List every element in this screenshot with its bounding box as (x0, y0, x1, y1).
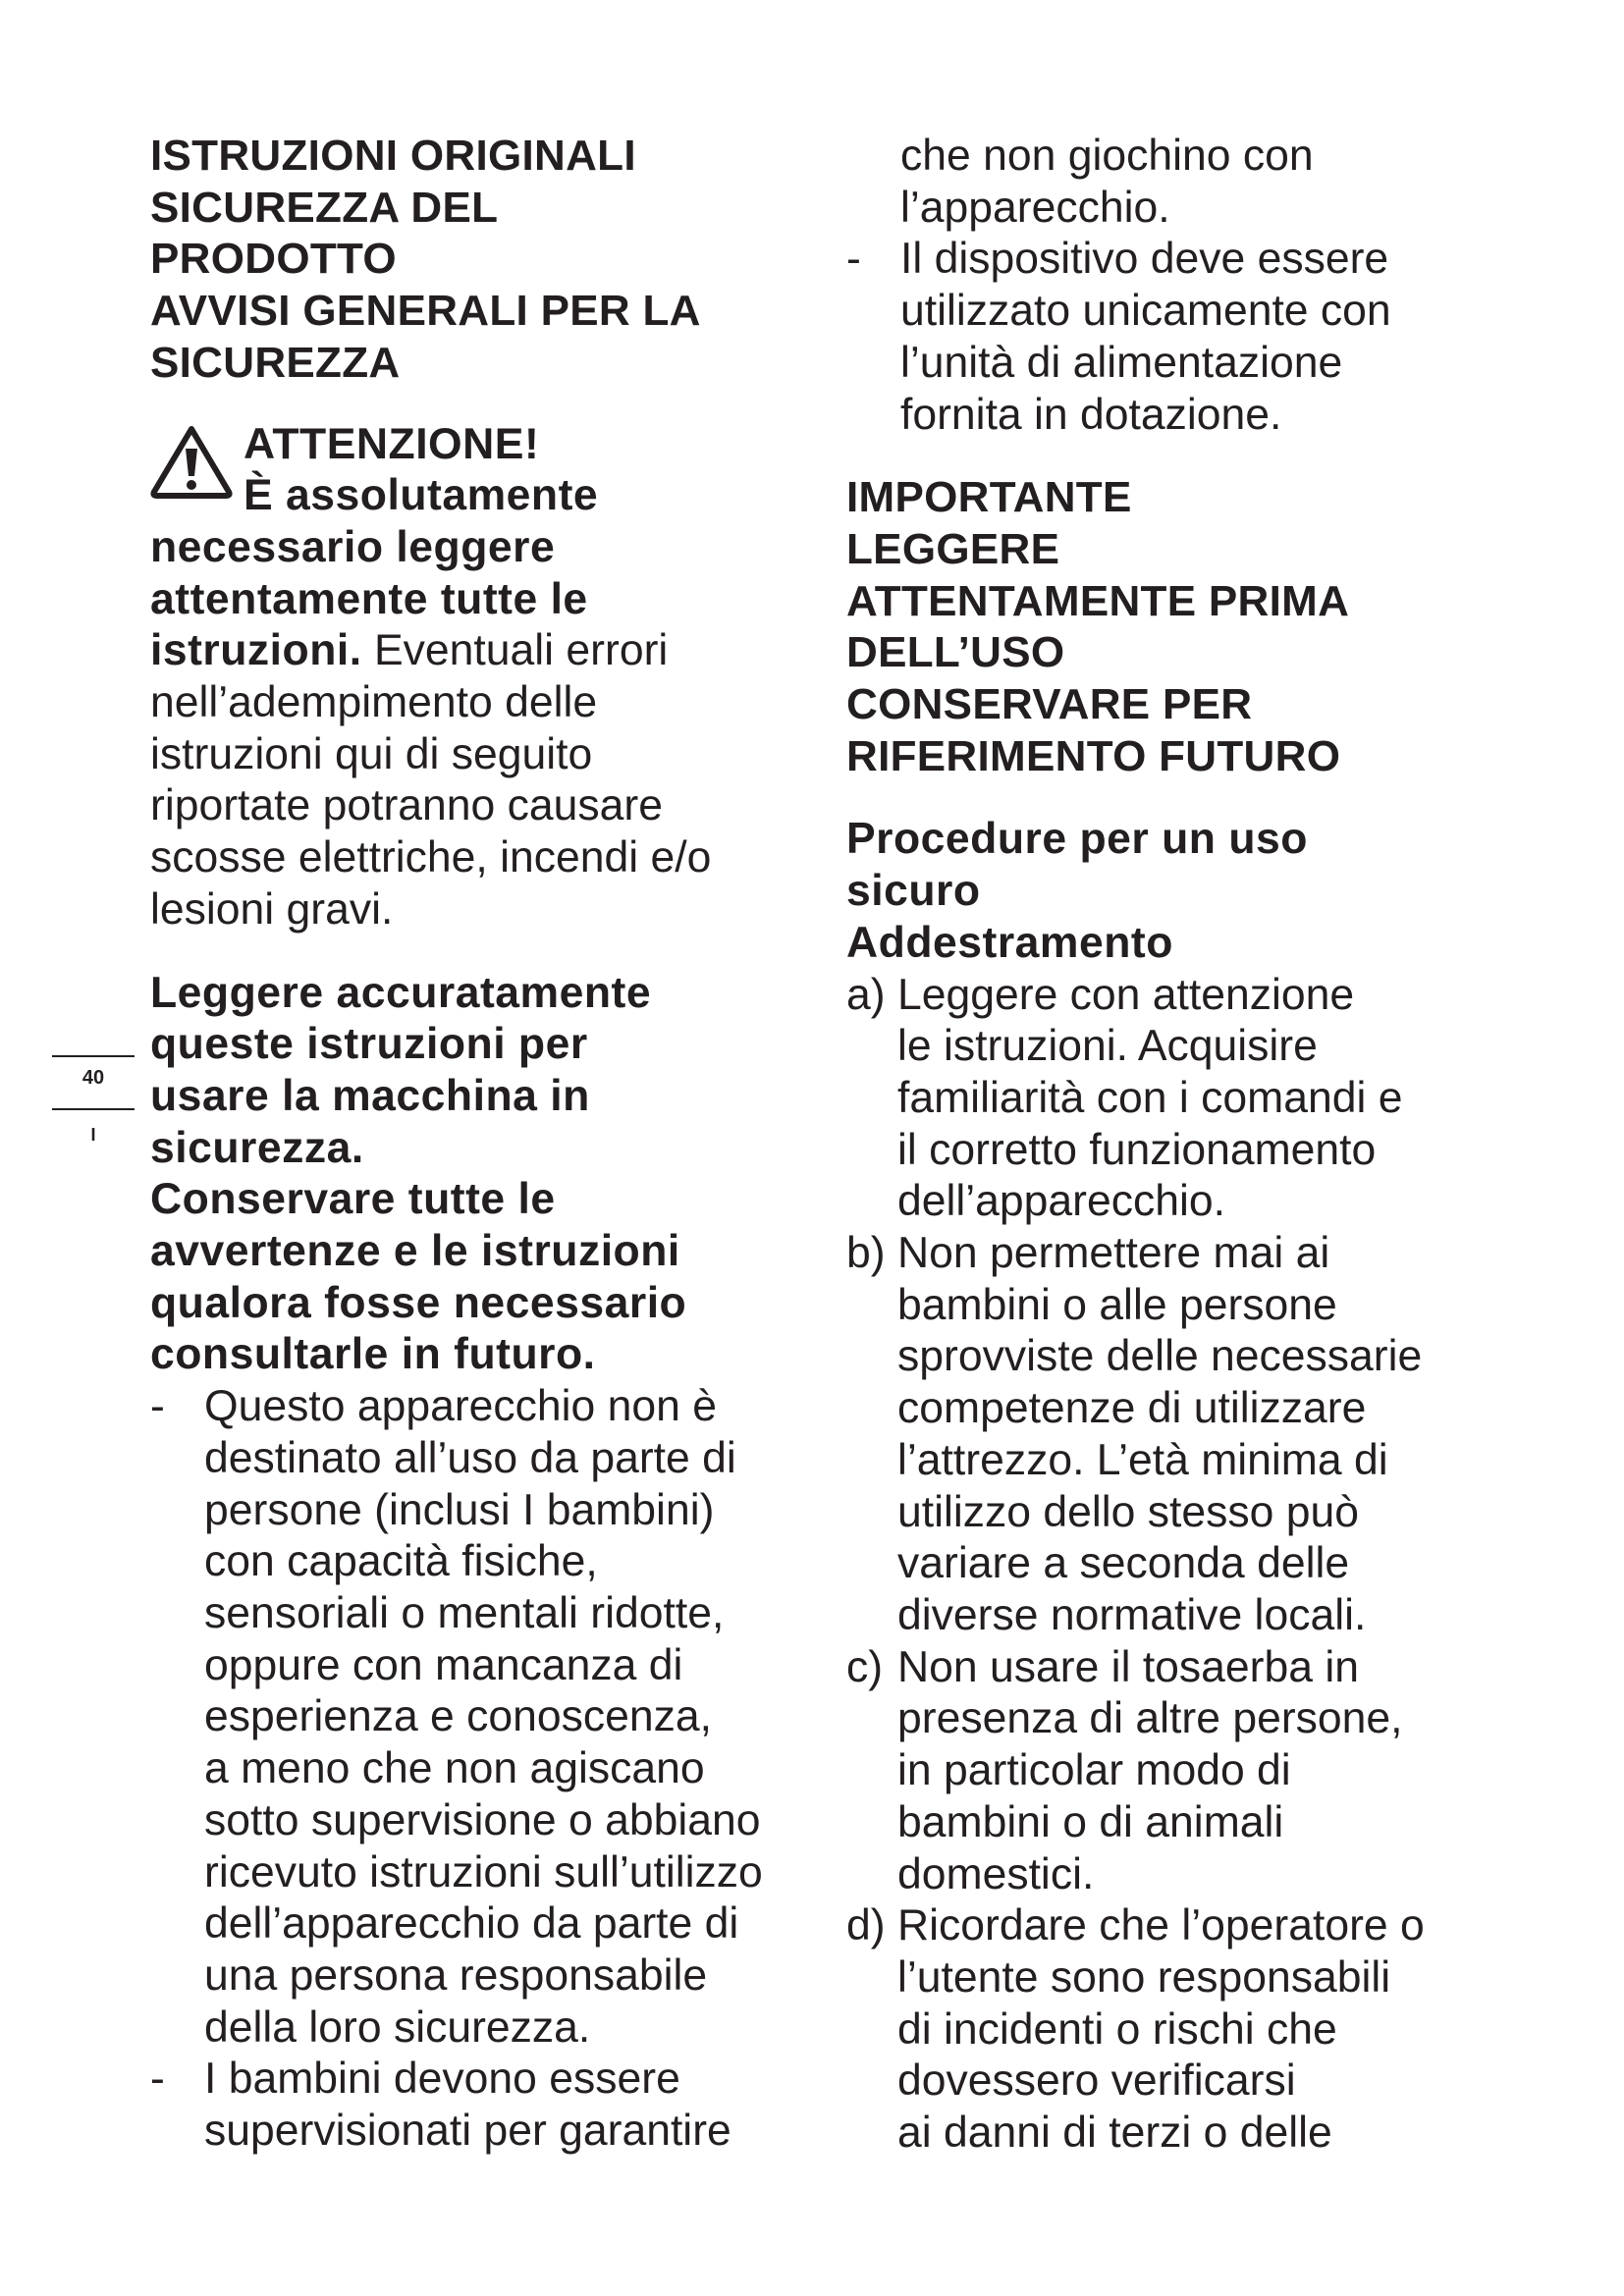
warning-block (150, 419, 798, 936)
bullet-text: dell’apparecchio da parte di (204, 1899, 739, 1949)
heading-line: DELL’USO (846, 628, 1065, 677)
left-column (150, 131, 798, 2158)
list-text: Leggere con attenzione (897, 970, 1355, 1019)
list-text: bambini o di animali (897, 1797, 1284, 1846)
warning-text: istruzioni. (150, 626, 362, 675)
list-text: di incidenti o rischi che (897, 2004, 1337, 2054)
warning-triangle-icon (150, 425, 233, 500)
bullet-item (150, 1381, 798, 2054)
bullet-text: a meno che non agiscano (204, 1744, 705, 1793)
heading-line: SICUREZZA (150, 338, 401, 387)
bullet-text: Il dispositivo deve essere (900, 235, 1389, 284)
list-text: diverse normative locali. (897, 1590, 1367, 1639)
bold-line: avvertenze e le istruzioni (150, 1227, 680, 1276)
important-heading (846, 472, 1494, 782)
bullet-text: esperienza e conoscenza, (204, 1692, 713, 1741)
list-item (846, 1228, 1494, 1642)
list-text: domestici. (897, 1849, 1095, 1898)
page-number-marker (52, 1031, 135, 1145)
list-item (846, 1642, 1494, 1901)
bullet-text: l’unità di alimentazione (900, 338, 1343, 387)
list-text: Non permettere mai ai (897, 1229, 1330, 1278)
bullet-text: della loro sicurezza. (204, 2002, 591, 2052)
warning-text: È assolutamente (244, 471, 599, 520)
bullet-text: utilizzato unicamente con (900, 287, 1391, 336)
subheading-line: Addestramento (846, 918, 1173, 967)
list-text: le istruzioni. Acquisire (897, 1022, 1318, 1071)
warning-body: nell’adempimento delle (150, 678, 598, 727)
list-marker: b) (846, 1229, 886, 1278)
heading-line: SICUREZZA DEL (150, 183, 499, 232)
bullet-item (150, 2054, 798, 2157)
bold-line: Conservare tutte le (150, 1175, 556, 1224)
bullet-text: con capacità fisiche, (204, 1537, 598, 1586)
list-text: Non usare il tosaerba in (897, 1642, 1359, 1691)
list-marker: a) (846, 970, 886, 1019)
list-text: familiarità con i comandi e (897, 1073, 1403, 1122)
list-text: ai danni di terzi o delle (897, 2109, 1332, 2158)
bold-line: usare la macchina in (150, 1071, 590, 1120)
bullet-text: ricevuto istruzioni sull’utilizzo (204, 1847, 763, 1896)
bullet-text: oppure con mancanza di (204, 1640, 683, 1689)
list-text: competenze di utilizzare (897, 1384, 1367, 1433)
list-text: utilizzo dello stesso può (897, 1487, 1359, 1536)
list-marker: d) (846, 1901, 886, 1950)
bullet-text: sotto supervisione o abbiano (204, 1795, 761, 1844)
bullet-text: I bambini devono essere (204, 2055, 680, 2104)
section-headings (150, 131, 798, 390)
bold-line: sicurezza. (150, 1123, 364, 1172)
dash-marker: - (846, 235, 861, 284)
bullet-text: supervisionati per garantire (204, 2107, 731, 2156)
heading-line: IMPORTANTE (846, 473, 1132, 522)
list-text: l’attrezzo. L’età minima di (897, 1435, 1388, 1484)
bullet-text: Questo apparecchio non è (204, 1382, 718, 1431)
heading-line: CONSERVARE PER (846, 680, 1253, 729)
list-text: presenza di altre persone, (897, 1694, 1403, 1743)
heading-line: LEGGERE (846, 524, 1060, 573)
bullet-text: l’apparecchio. (900, 183, 1170, 232)
dash-marker: - (150, 1382, 165, 1431)
bullet-text: sensoriali o mentali ridotte, (204, 1588, 725, 1637)
list-marker: c) (846, 1642, 884, 1691)
list-text: l’utente sono responsabili (897, 1952, 1391, 2002)
list-text: Ricordare che l’operatore o (897, 1901, 1425, 1950)
right-column (846, 131, 1494, 2160)
page-number: 40 (81, 1067, 105, 1089)
warning-body: scosse elettriche, incendi e/o (150, 833, 712, 882)
subheading-line: Procedure per un uso (846, 815, 1308, 864)
heading-line: AVVISI GENERALI PER LA (150, 287, 701, 336)
heading-line: ATTENTAMENTE PRIMA (846, 576, 1350, 625)
list-text: variare a seconda delle (897, 1539, 1350, 1588)
list-text: dell’apparecchio. (897, 1177, 1225, 1226)
list-text: dovessero verificarsi (897, 2056, 1296, 2106)
bullet-item (846, 234, 1494, 441)
language-code: I (90, 1125, 96, 1145)
warning-text: attentamente tutte le (150, 574, 588, 623)
warning-body: riportate potranno causare (150, 781, 663, 830)
bullet-continuation (846, 131, 1494, 234)
list-item (846, 970, 1494, 1229)
heading-line: ISTRUZIONI ORIGINALI (150, 132, 636, 180)
dash-marker: - (150, 2055, 165, 2104)
list-text: in particolar modo di (897, 1746, 1291, 1795)
bullet-text: persone (inclusi I bambini) (204, 1485, 715, 1534)
warning-body: lesioni gravi. (150, 884, 394, 934)
bold-line: queste istruzioni per (150, 1020, 588, 1069)
list-text: sprovviste delle necessarie (897, 1332, 1423, 1381)
subheading-line: sicuro (846, 867, 981, 916)
bold-line: Leggere accuratamente (150, 968, 652, 1017)
bullet-text: destinato all’uso da parte di (204, 1433, 736, 1482)
heading-line: PRODOTTO (150, 235, 397, 284)
list-item (846, 1900, 1494, 2160)
bold-line: qualora fosse necessario (150, 1278, 687, 1327)
warning-title: ATTENZIONE! (244, 419, 540, 468)
warning-body: Eventuali errori (361, 626, 669, 675)
heading-line: RIFERIMENTO FUTURO (846, 731, 1341, 780)
procedure-heading (846, 814, 1494, 969)
list-text: il corretto funzionamento (897, 1125, 1377, 1174)
bullet-text: che non giochino con (900, 132, 1314, 180)
read-instructions-block (150, 968, 798, 1382)
list-text: bambini o alle persone (897, 1280, 1337, 1329)
page-marker-rule-top (52, 1055, 135, 1057)
bold-line: consultarle in futuro. (150, 1330, 596, 1379)
page-marker-rule-bottom (52, 1108, 135, 1110)
bullet-text: fornita in dotazione. (900, 390, 1282, 439)
warning-body: istruzioni qui di seguito (150, 729, 593, 778)
warning-text: necessario leggere (150, 522, 556, 571)
bullet-text: una persona responsabile (204, 1950, 708, 2000)
